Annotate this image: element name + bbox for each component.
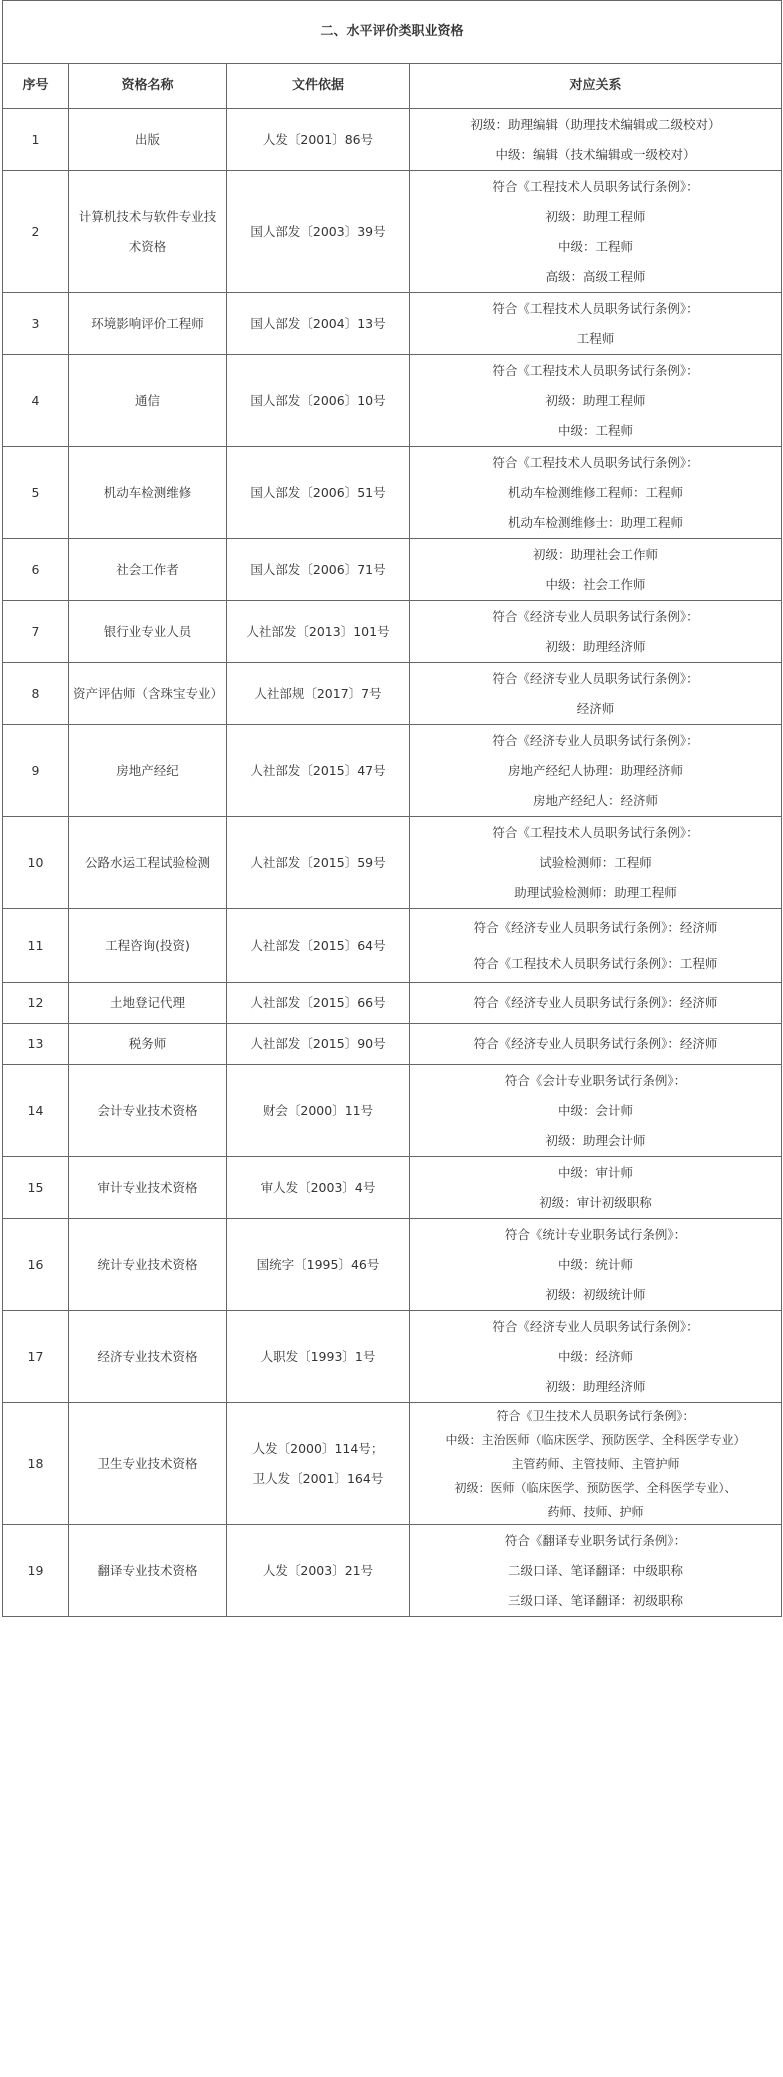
relation-line: 符合《经济专业人员职务试行条例》： [492,732,699,748]
relation-line: 符合《经济专业人员职务试行条例》：经济师 [473,919,718,935]
table-row [3,1065,782,1157]
relation-line: 经济师 [576,700,615,716]
qualification-name: 计算机技术与软件专业技术资格 [69,171,227,293]
table-row [3,1403,782,1525]
file-basis [227,725,410,817]
table-row [3,663,782,725]
table-row [3,725,782,817]
relation-line: 符合《工程技术人员职务试行条例》： [492,178,699,194]
file-basis-line: 卫人发〔2001〕164号 [252,1470,384,1486]
row-number: 16 [3,1219,69,1311]
table-row [3,909,782,983]
qualification-name: 翻译专业技术资格 [69,1525,227,1617]
table-row [3,983,782,1024]
table-row [3,171,782,293]
table-row [3,1311,782,1403]
relation [410,909,782,983]
header-file: 文件依据 [227,64,410,109]
relation [410,171,782,293]
row-number: 10 [3,817,69,909]
file-basis-line: 人发〔2000〕114号； [252,1440,384,1456]
qualification-name: 统计专业技术资格 [69,1219,227,1311]
relation [410,983,782,1024]
file-basis-line: 国人部发〔2006〕10号 [250,392,386,408]
relation-line: 初级：初级统计师 [545,1286,646,1302]
qualification-name: 会计专业技术资格 [69,1065,227,1157]
file-basis-line: 人社部发〔2015〕59号 [250,854,386,870]
relation-line: 中级：工程师 [558,422,634,438]
relation-line: 助理试验检测师：助理工程师 [514,884,677,900]
row-number: 19 [3,1525,69,1617]
header-row [3,64,782,109]
table-row [3,601,782,663]
relation [410,1157,782,1219]
relation [410,1403,782,1525]
relation-line: 机动车检测维修士：助理工程师 [508,514,684,530]
qualification-name: 公路水运工程试验检测 [69,817,227,909]
file-basis [227,109,410,171]
relation-line: 符合《翻译专业职务试行条例》： [504,1532,687,1548]
file-basis [227,1311,410,1403]
relation-line: 符合《经济专业人员职务试行条例》：经济师 [473,1036,718,1051]
relation-line: 药师、技师、护师 [547,1504,644,1519]
relation-line: 中级：统计师 [558,1256,634,1272]
relation-line: 符合《统计专业职务试行条例》： [504,1226,687,1242]
relation [410,109,782,171]
row-number: 2 [3,171,69,293]
relation-line: 中级：工程师 [558,238,634,254]
relation-line: 中级：社会工作师 [545,576,646,592]
table-row [3,539,782,601]
relation-line: 符合《会计专业职务试行条例》： [504,1072,687,1088]
row-number: 14 [3,1065,69,1157]
relation-line: 初级：助理工程师 [545,392,646,408]
file-basis-line: 国人部发〔2004〕13号 [250,315,386,331]
relation-line: 符合《经济专业人员职务试行条例》： [492,1318,699,1334]
row-number: 6 [3,539,69,601]
relation-line: 符合《工程技术人员职务试行条例》：工程师 [473,955,718,971]
file-basis [227,601,410,663]
file-basis [227,355,410,447]
relation [410,725,782,817]
table-row [3,1157,782,1219]
relation-line: 初级：助理经济师 [545,1378,646,1394]
relation-line: 试验检测师：工程师 [539,854,652,870]
header-relation: 对应关系 [410,64,782,109]
row-number: 18 [3,1403,69,1525]
relation-line: 初级：助理经济师 [545,638,646,654]
relation-line: 房地产经纪人：经济师 [533,792,659,808]
relation [410,355,782,447]
row-number: 17 [3,1311,69,1403]
file-basis [227,447,410,539]
row-number: 1 [3,109,69,171]
file-basis-line: 审人发〔2003〕4号 [260,1179,376,1195]
row-number: 9 [3,725,69,817]
row-number: 13 [3,1024,69,1065]
file-basis-line: 人社部发〔2015〕90号 [250,1036,386,1051]
file-basis [227,663,410,725]
file-basis-line: 人职发〔1993〕1号 [260,1348,376,1364]
relation-line: 初级：助理社会工作师 [533,546,659,562]
file-basis-line: 人社部规〔2017〕7号 [254,685,382,701]
table-row [3,355,782,447]
table-row [3,1525,782,1617]
qualification-name: 工程咨询(投资) [69,909,227,983]
file-basis-line: 国人部发〔2006〕51号 [250,484,386,500]
file-basis [227,171,410,293]
file-basis [227,1403,410,1525]
relation-line: 工程师 [576,330,615,346]
relation [410,293,782,355]
row-number: 5 [3,447,69,539]
row-number: 12 [3,983,69,1024]
relation [410,1065,782,1157]
relation-line: 初级：助理会计师 [545,1132,646,1148]
qualification-name: 社会工作者 [69,539,227,601]
qualification-name: 机动车检测维修 [69,447,227,539]
file-basis-line: 人社部发〔2015〕47号 [250,762,386,778]
relation-line: 符合《工程技术人员职务试行条例》： [492,824,699,840]
relation-line: 中级：会计师 [558,1102,634,1118]
relation-line: 符合《工程技术人员职务试行条例》： [492,300,699,316]
row-number: 3 [3,293,69,355]
qualification-name: 土地登记代理 [69,983,227,1024]
relation [410,539,782,601]
relation-line: 符合《工程技术人员职务试行条例》： [492,454,699,470]
relation-line: 中级：主治医师（临床医学、预防医学、全科医学专业） [445,1432,746,1447]
file-basis-line: 人社部发〔2015〕66号 [250,995,386,1010]
file-basis-line: 人发〔2003〕21号 [262,1562,374,1578]
file-basis-line: 财会〔2000〕11号 [262,1102,374,1118]
qualification-name: 审计专业技术资格 [69,1157,227,1219]
file-basis-line: 国人部发〔2006〕71号 [250,561,386,577]
table-title: 二、水平评价类职业资格 [3,1,782,64]
table-row [3,1024,782,1065]
file-basis [227,1024,410,1065]
relation [410,1525,782,1617]
file-basis [227,539,410,601]
qualification-name: 卫生专业技术资格 [69,1403,227,1525]
header-no: 序号 [3,64,69,109]
qualification-name: 税务师 [69,1024,227,1065]
relation-line: 初级：审计初级职称 [539,1194,652,1210]
relation-line: 符合《经济专业人员职务试行条例》：经济师 [473,995,718,1010]
file-basis [227,293,410,355]
relation-line: 高级：高级工程师 [545,268,646,284]
table-row [3,109,782,171]
qualification-name: 房地产经纪 [69,725,227,817]
row-number: 15 [3,1157,69,1219]
relation [410,1311,782,1403]
relation-line: 初级：医师（临床医学、预防医学、全科医学专业）、 [454,1480,737,1495]
relation-line: 二级口译、笔译翻译：中级职称 [508,1562,684,1578]
qualification-name: 银行业专业人员 [69,601,227,663]
file-basis-line: 国人部发〔2003〕39号 [250,223,386,239]
relation [410,663,782,725]
relation-line: 主管药师、主管技师、主管护师 [511,1456,680,1471]
relation-line: 初级：助理编辑（助理技术编辑或二级校对） [470,116,721,132]
file-basis [227,817,410,909]
row-number: 8 [3,663,69,725]
row-number: 4 [3,355,69,447]
relation-line: 房地产经纪人协理：助理经济师 [508,762,684,778]
table-row [3,817,782,909]
file-basis [227,1065,410,1157]
header-name: 资格名称 [69,64,227,109]
table-row [3,1219,782,1311]
file-basis [227,983,410,1024]
relation-line: 中级：审计师 [558,1164,634,1180]
qualification-name: 通信 [69,355,227,447]
relation [410,1024,782,1065]
table-row [3,293,782,355]
relation-line: 中级：编辑（技术编辑或一级校对） [495,146,696,162]
file-basis-line: 人发〔2001〕86号 [262,131,374,147]
relation-line: 初级：助理工程师 [545,208,646,224]
relation-line: 中级：经济师 [558,1348,634,1364]
qualification-table [2,0,782,1617]
relation-line: 符合《卫生技术人员职务试行条例》： [496,1408,695,1423]
relation-line: 机动车检测维修工程师：工程师 [508,484,684,500]
file-basis [227,1219,410,1311]
qualification-name: 环境影响评价工程师 [69,293,227,355]
file-basis-line: 国统字〔1995〕46号 [256,1256,380,1272]
file-basis [227,1157,410,1219]
relation [410,1219,782,1311]
relation-line: 符合《经济专业人员职务试行条例》： [492,670,699,686]
qualification-name: 经济专业技术资格 [69,1311,227,1403]
relation [410,447,782,539]
file-basis-line: 人社部发〔2013〕101号 [246,623,390,639]
qualification-table-container [2,0,781,1617]
row-number: 7 [3,601,69,663]
table-row [3,447,782,539]
file-basis-line: 人社部发〔2015〕64号 [250,937,386,953]
row-number: 11 [3,909,69,983]
qualification-name: 资产评估师（含珠宝专业） [69,663,227,725]
qualification-name: 出版 [69,109,227,171]
file-basis [227,909,410,983]
relation-line: 三级口译、笔译翻译：初级职称 [508,1592,684,1608]
relation [410,601,782,663]
relation-line: 符合《工程技术人员职务试行条例》： [492,362,699,378]
relation [410,817,782,909]
file-basis [227,1525,410,1617]
relation-line: 符合《经济专业人员职务试行条例》： [492,608,699,624]
